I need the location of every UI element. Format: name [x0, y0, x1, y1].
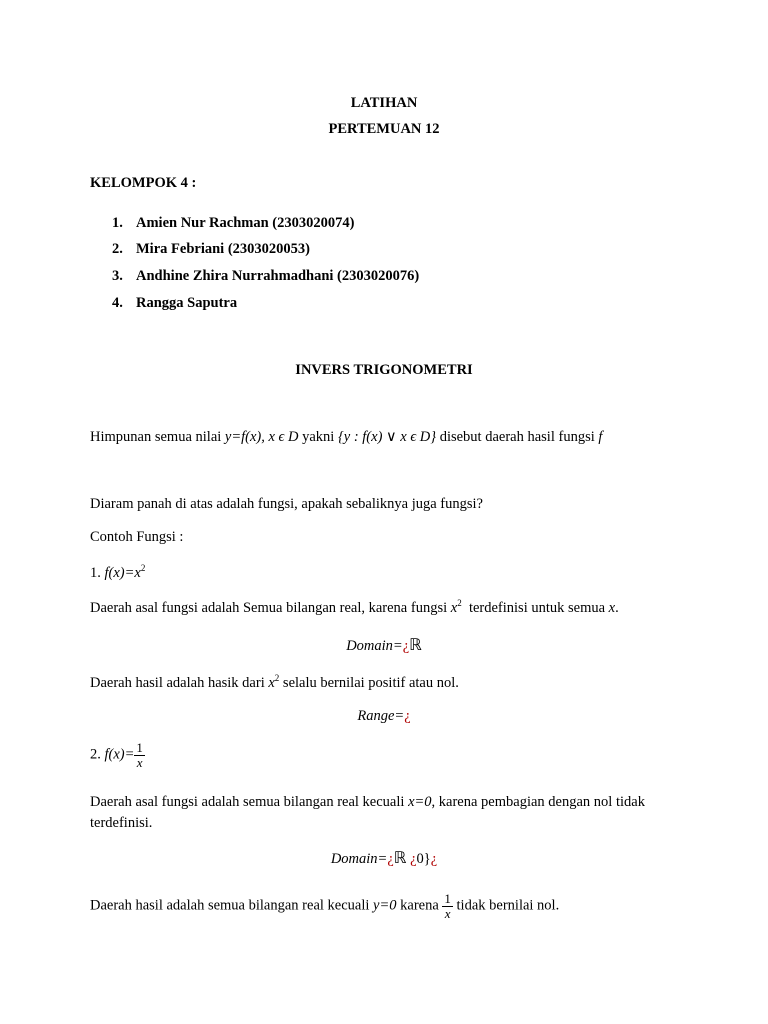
real-numbers-symbol: ℝ: [409, 635, 422, 654]
member-number: 2.: [112, 241, 123, 257]
example2-number: 2.: [90, 746, 101, 763]
example1-domain-end: .: [615, 600, 619, 616]
example2-domain-text: , karena pembagian dengan nol tidak: [431, 794, 645, 810]
member-list-item: [112, 242, 310, 257]
example1-domain-exp: 2: [457, 598, 462, 608]
example2-heading: [90, 741, 145, 769]
example2-domain-text: Daerah asal fungsi adalah semua bilangan real kecuali: [90, 794, 405, 810]
missing-glyph: ¿: [402, 638, 410, 654]
example2-range-text: Daerah hasil adalah semua bilangan real kecuali: [90, 897, 370, 914]
intro-paragraph: [90, 430, 602, 445]
example2-range-text: tidak bernilai nol.: [456, 897, 560, 914]
example1-domain-text: Daerah asal fungsi adalah Semua bilangan real, karena fungsi: [90, 600, 448, 616]
range-label: Range=: [357, 708, 405, 724]
fraction-denominator: x: [136, 754, 143, 770]
member-name: Amien Nur Rachman (2303020074): [136, 215, 355, 231]
example2-range-paragraph: [90, 892, 559, 920]
member-list-item: [112, 296, 237, 311]
excluded-zero: 0}: [416, 851, 431, 867]
example2-range-condition: y=0: [373, 897, 397, 914]
example2-range-fraction: [442, 892, 453, 920]
intro-formula: y=f(x), x ϵ D: [224, 429, 299, 445]
example1-range-text: selalu bernilai positif atau nol.: [282, 675, 459, 691]
example1-domain-paragraph: [90, 598, 619, 616]
example1-exponent: 2: [140, 563, 146, 573]
domain-label: Domain=: [330, 851, 388, 867]
example2-domain-continuation: terdefinisi.: [90, 815, 153, 831]
example1-domain-formula: [0, 637, 768, 654]
group-label: KELOMPOK 4 :: [90, 175, 197, 191]
document-title: LATIHAN: [350, 95, 418, 111]
intro-set-formula: {y : f(x) ∨ x ϵ D}: [337, 429, 437, 445]
intro-function-symbol: f: [598, 429, 603, 445]
intro-text: disebut daerah hasil fungsi: [439, 429, 595, 445]
member-number: 4.: [112, 295, 123, 311]
example1-range-exp: 2: [274, 673, 280, 683]
intro-text: Himpunan semua nilai: [90, 429, 222, 445]
missing-glyph: ¿: [387, 851, 394, 867]
question-paragraph: Diaram panah di atas adalah fungsi, apakah sebaliknya juga fungsi?: [90, 496, 483, 512]
section-heading: INVERS TRIGONOMETRI: [295, 362, 473, 378]
fraction-denominator: x: [444, 905, 451, 921]
example2-domain-formula: [0, 850, 768, 867]
example1-range-formula: [0, 709, 768, 724]
example1-number: 1.: [90, 565, 101, 581]
example1-range-text: Daerah hasil adalah hasik dari: [90, 675, 265, 691]
example1-domain-var: x: [450, 600, 458, 616]
example-label: Contoh Fungsi :: [90, 529, 184, 545]
example1-range-paragraph: [90, 673, 459, 691]
member-list-item: [112, 269, 419, 284]
fraction-numerator: 1: [444, 891, 451, 906]
example2-domain-condition: x=0: [408, 794, 432, 810]
example1-domain-text: terdefinisi untuk semua: [468, 600, 606, 616]
real-numbers-symbol: ℝ: [393, 848, 407, 867]
member-name: Andhine Zhira Nurrahmadhani (2303020076): [136, 268, 420, 284]
domain-label: Domain=: [346, 638, 403, 654]
member-list-item: [112, 216, 354, 231]
example2-function: f(x)=: [104, 746, 135, 763]
example2-domain-paragraph: [90, 795, 645, 810]
member-name: Mira Febriani (2303020053): [136, 241, 310, 257]
member-number: 3.: [112, 268, 123, 284]
example1-domain-var: x: [608, 600, 616, 616]
document-subtitle: PERTEMUAN 12: [328, 121, 440, 137]
fraction-numerator: 1: [136, 740, 143, 755]
missing-glyph: ¿: [404, 708, 411, 724]
example2-range-text: karena: [400, 897, 439, 914]
example2-fraction: [134, 741, 145, 769]
intro-text: yakni: [302, 429, 335, 445]
missing-glyph: ¿: [410, 851, 417, 867]
example1-range-var: x: [268, 675, 275, 691]
member-number: 1.: [112, 215, 123, 231]
missing-glyph: ¿: [430, 851, 438, 867]
member-name: Rangga Saputra: [136, 295, 238, 311]
example1-heading: [90, 563, 146, 581]
example1-function: f(x)=x: [104, 565, 141, 581]
